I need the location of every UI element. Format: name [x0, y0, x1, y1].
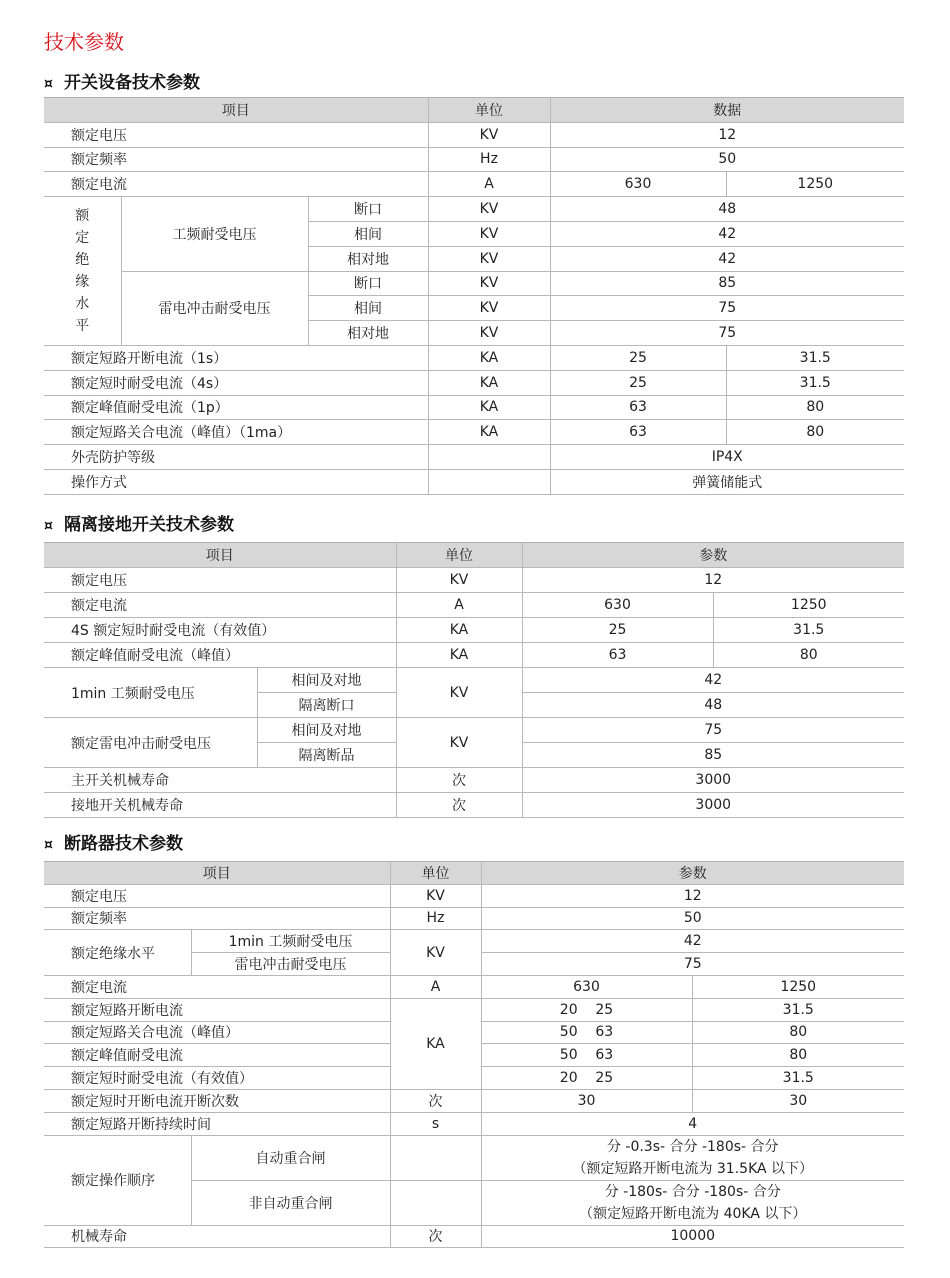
table-row: 主开关机械寿命 次 3000 [44, 768, 904, 793]
table-row: 雷电冲击耐受电压 75 [44, 953, 904, 976]
table-row: 相间 KV 75 [44, 296, 904, 321]
table-header-row [44, 862, 904, 885]
page-title: 技术参数 [44, 30, 124, 54]
table-row: 额定操作顺序 自动重合闸 分 -0.3s- 合分 -180s- 合分 （额定短路开断电流为 31.5KA 以下） [44, 1135, 904, 1180]
table-row: 额定电流 A 630 1250 [44, 172, 904, 197]
table-row: 额定电压 KV 12 [44, 122, 904, 147]
table-row: 额定短路开断持续时间 s 4 [44, 1112, 904, 1135]
header-data: 参数 [522, 543, 904, 568]
non-auto-reclose-sequence: 分 -180s- 合分 -180s- 合分 （额定短路开断电流为 40KA 以下） [481, 1180, 904, 1225]
table-row: 额定短时耐受电流（有效值） 20 25 31.5 [44, 1067, 904, 1090]
table-row: 额定短时开断电流开断次数 次 30 30 [44, 1089, 904, 1112]
table-header-row [44, 98, 904, 123]
table-row: 非自动重合闸 分 -180s- 合分 -180s- 合分 （额定短路开断电流为 40KA 以下） [44, 1180, 904, 1225]
header-unit: 单位 [396, 543, 522, 568]
section-heading-disconnector: ¤ 隔离接地开关技术参数 [44, 515, 234, 535]
table-row: 额定峰值耐受电流 50 63 80 [44, 1044, 904, 1067]
table-row: 外壳防护等级 IP4X [44, 445, 904, 470]
disconnector-params-table [44, 542, 904, 818]
table-row: 额定电流 A 630 1250 [44, 593, 904, 618]
table-row: 4S 额定短时耐受电流（有效值） KA 25 31.5 [44, 618, 904, 643]
section-heading-switchgear: ¤ 开关设备技术参数 [44, 73, 200, 93]
table-row: 额 定 绝 缘 水 平 工频耐受电压 断口 KV 48 [44, 197, 904, 222]
section-bullet-icon: ¤ [44, 518, 53, 534]
table-row: 额定短路关合电流（峰值） 50 63 80 [44, 1021, 904, 1044]
table-row: 相间 KV 42 [44, 221, 904, 246]
table-row: 额定短时耐受电流（4s） KA 25 31.5 [44, 370, 904, 395]
lightning-impulse-label: 雷电冲击耐受电压 [121, 271, 308, 345]
table-row: 额定峰值耐受电流（峰值） KA 63 80 [44, 643, 904, 668]
table-row: 额定电压 KV 12 [44, 884, 904, 907]
circuit-breaker-params-table [44, 861, 904, 1248]
table-row: 隔离断品 85 [44, 743, 904, 768]
table-row: 额定绝缘水平 1min 工频耐受电压 KV 42 [44, 930, 904, 953]
table-row: 额定峰值耐受电流（1p） KA 63 80 [44, 395, 904, 420]
table-row: 额定短路开断电流（1s） KA 25 31.5 [44, 345, 904, 370]
header-item: 项目 [44, 543, 396, 568]
insulation-level-label: 额 定 绝 缘 水 平 [44, 197, 121, 346]
table-row: 相对地 KV 42 [44, 246, 904, 271]
table-row: 机械寿命 次 10000 [44, 1225, 904, 1248]
table-row: 额定电流 A 630 1250 [44, 975, 904, 998]
section-heading-circuit-breaker: ¤ 断路器技术参数 [44, 834, 183, 854]
auto-reclose-sequence: 分 -0.3s- 合分 -180s- 合分 （额定短路开断电流为 31.5KA 以下） [481, 1135, 904, 1180]
table-row: 接地开关机械寿命 次 3000 [44, 793, 904, 818]
power-frequency-label: 工频耐受电压 [121, 197, 308, 271]
table-row: 相对地 KV 75 [44, 321, 904, 346]
table-row: 额定短路开断电流 KA 20 25 31.5 [44, 998, 904, 1021]
header-item: 项目 [44, 862, 390, 885]
section-bullet-icon: ¤ [44, 837, 53, 853]
table-row: 操作方式 弹簧储能式 [44, 469, 904, 494]
switchgear-params-table [44, 97, 904, 495]
table-row: 额定频率 Hz 50 [44, 147, 904, 172]
section-bullet-icon: ¤ [44, 76, 53, 92]
header-data: 数据 [550, 98, 904, 123]
table-row: 额定短路关合电流（峰值）（1ma） KA 63 80 [44, 420, 904, 445]
header-unit: 单位 [428, 98, 550, 123]
table-row: 额定频率 Hz 50 [44, 907, 904, 930]
header-unit: 单位 [390, 862, 481, 885]
table-header-row [44, 543, 904, 568]
table-row: 1min 工频耐受电压 相间及对地 KV 42 [44, 668, 904, 693]
header-item: 项目 [44, 98, 428, 123]
header-data: 参数 [481, 862, 904, 885]
table-row: 雷电冲击耐受电压 断口 KV 85 [44, 271, 904, 296]
table-row: 额定电压 KV 12 [44, 568, 904, 593]
table-row: 隔离断口 48 [44, 693, 904, 718]
table-row: 额定雷电冲击耐受电压 相间及对地 KV 75 [44, 718, 904, 743]
